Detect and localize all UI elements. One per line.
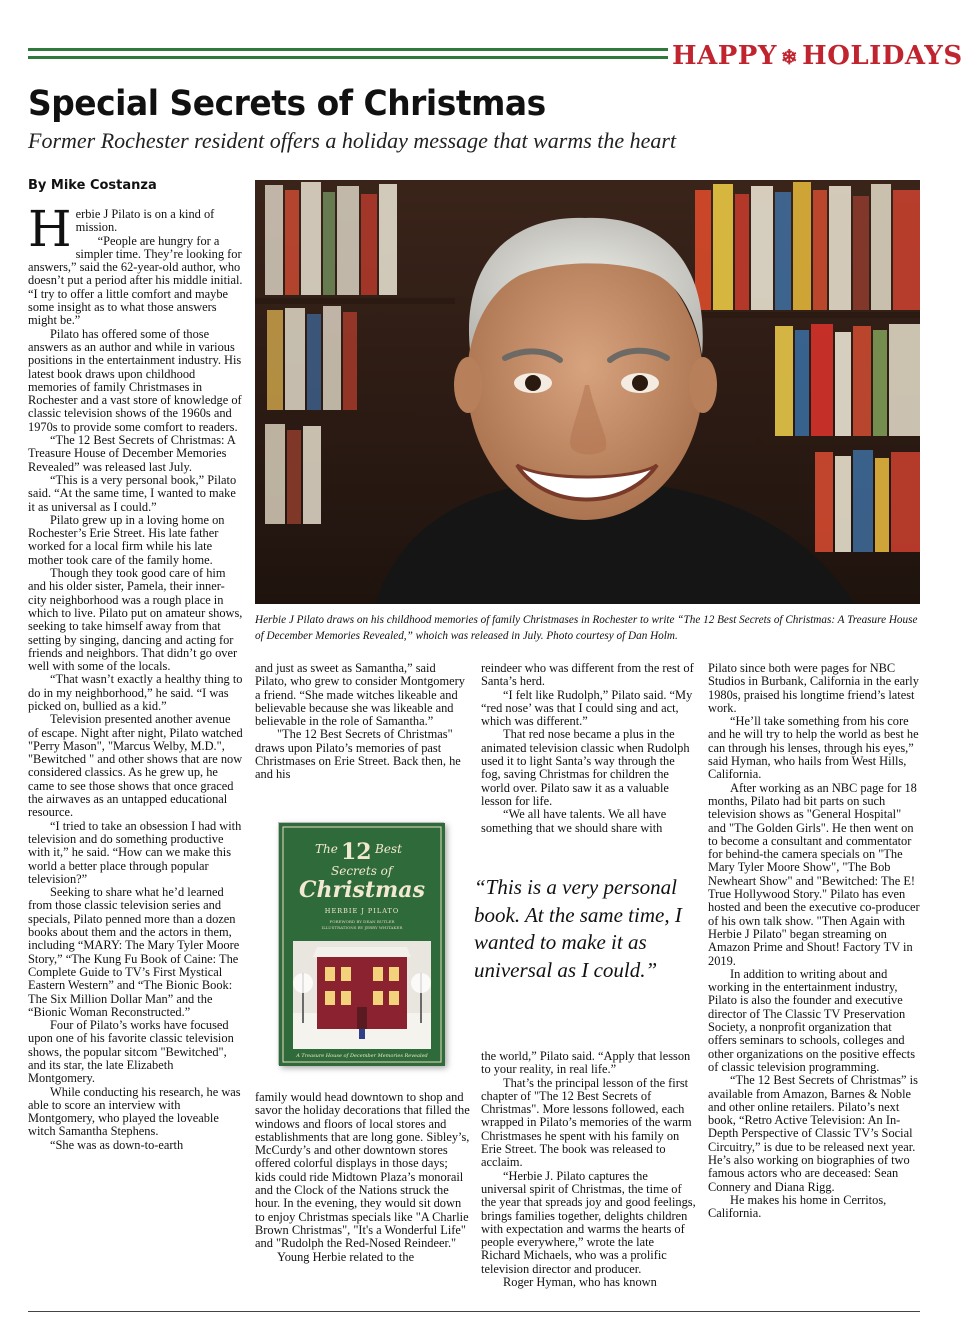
paragraph: “I felt like Rudolph,” Pilato said. “My “red nose’ was that I could sing and act, which was different.” [481, 687, 693, 729]
paragraph: That red nose became a plus in the animated television classic when Rudolph used it to light Santa’s way through the fog, saving Christmas for children the world over. Pilato saw it as a valuable lesson for life. [481, 727, 690, 808]
cover-title-12: 12 [341, 839, 372, 865]
paragraph: That’s the principal lesson of the first chapter of "The 12 Best Secrets of Christmas". More lessons followed, each wrapped in Pilato’s memories of the warm Christmases he spent with his family on Erie Street. The book was released to acclaim. [481, 1075, 692, 1170]
article-column-4 [708, 662, 920, 1220]
paragraph: “People are hungry for a simpler time. They’re looking for answers,” said the 62-year-old author, who doesn’t put a period after his middle initial. “I try to offer a little comfort and maybe some insight as to what those answers might be.” [28, 233, 243, 328]
paragraph: Seeking to share what he’d learned from those classic television series and specials, Pilato penned more than a dozen books about them and the actors in them, including “MARY: The Mary Tyler Moore Story,” “The Kung Fu Book of Caine: The Complete Guide to TV’s First Mystical Eastern Western” and “The Bionic Book: The Six Million Dollar Man” and the “Bionic Woman Reconstructed.” [28, 885, 240, 1019]
paragraph: Television presented another avenue of escape. Night after night, Pilato watched "Perry Mason", "Marcus Welby, M.D.", "Bewitched " and other shows that are now considered classics. As he grew up, he came to see those shows that once graced the airwaves as an untapped educational resource. [28, 712, 243, 820]
paragraph: Though they took good care of him and his older sister, Pamela, their inner-city neighborhood was a rough place in which to live. Pilato put on amateur shows, seeking to take himself away from that setting by singing, dancing and acting for friends and neighbors. That didn’t go over well with some of the locals. [28, 566, 243, 674]
cover-title-best: Best [375, 842, 402, 856]
paragraph: erbie J Pilato is on a kind of mission. [75, 207, 215, 235]
article-column-1 [28, 200, 243, 1152]
paragraph: “She was as down-to-earth [50, 1137, 184, 1152]
page-bottom-rule [28, 1311, 920, 1312]
cover-illustrations: ILLUSTRATIONS BY JERRY WHITAKER [321, 925, 403, 930]
pull-quote: “This is a very personal book. At the same time, I wanted to make it as universal as I could.” [474, 875, 682, 982]
paragraph: Four of Pilato’s works have focused upon one of his favorite classic television shows, the popular sitcom "Bewitched", and its star, the late Elizabeth Montgomery. [28, 1018, 234, 1086]
paragraph: “This is a very personal book,” Pilato said. “At the same time, I wanted to make it as universal as I could.” [28, 472, 237, 514]
paragraph: He makes his home in Cerritos, California. [708, 1192, 887, 1221]
paragraph: Pilato has offered some of those answers as an author and while in various positions in the entertainment industry. His latest book draws upon childhood memories of family Christmases in Rochester and a vast store of knowledge of classic television shows of the 1960s and 1970s to provide some comfort to readers. [28, 326, 242, 434]
banner-left-text: HAPPY [672, 41, 777, 71]
paragraph: the world,” Pilato said. “Apply that lesson to your reality, in real life.” [481, 1049, 691, 1077]
paragraph: “Herbie J. Pilato captures the universal spirit of Christmas, the time of the year that spreads joy and good feelings, brings families together, delights children with expectation and warms the hearts of people everywhere,” wrote the late Richard Michaels, who was a prolific television director and producer. [481, 1168, 696, 1276]
drop-cap: H [28, 200, 72, 258]
paragraph: “The 12 Best Secrets of Christmas” is available from Amazon, Barnes & Noble and other online retailers. Pilato’s next book, “Retro Active Television: An In-Depth Perspective of Classic TV’s Social Circuitry,” is due to be released next year. He’s also working on biographies of two famous actors who are deceased: Sean Connery and Diana Rigg. [708, 1073, 918, 1194]
book-cover-image [278, 822, 444, 1065]
paragraph: "The 12 Best Secrets of Christmas" draws upon Pilato’s memories of past Christmases on Erie Street. Back then, he and his [255, 727, 461, 782]
paragraph: Pilato since both were pages for NBC Studios in Burbank, California in the early 1980s, praised his longtime friend’s latest work. [708, 661, 919, 715]
banner-rule-top [28, 48, 668, 51]
snowflake-icon: ❄ [780, 45, 799, 69]
paragraph: reindeer who was different from the rest of Santa’s herd. [481, 661, 694, 689]
cover-author: HERBIE J PILATO [324, 907, 400, 915]
cover-title-christmas: Christmas [299, 877, 425, 903]
banner-right-text: HOLIDAYS [802, 41, 963, 71]
headline: Special Secrets of Christmas [28, 84, 546, 124]
banner-rule-bottom [28, 56, 668, 59]
article-column-2-top [255, 662, 470, 782]
photo-caption: Herbie J Pilato draws on his childhood memories of family Christmases in Rochester to write “The 12 Best Secrets of Christmas: A Treasure House of December Memories Revealed,” whoich was released in July. Photo courtesy of Dan Holm. [255, 614, 918, 642]
article-column-3-bottom [481, 1050, 696, 1289]
paragraph: While conducting his research, he was able to score an interview with Montgomery, who played the loveable witch Samantha Stephens. [28, 1084, 241, 1139]
paragraph: Young Herbie related to the [277, 1249, 415, 1264]
author-photo-image [255, 180, 920, 604]
cover-subtitle: A Treasure House of December Memories Revealed [296, 1053, 428, 1059]
cover-title-the: The [315, 842, 338, 856]
paragraph: In addition to writing about and working in the entertainment industry, Pilato is also the founder and executive director of The Classic TV Preservation Society, a nonprofit organization that offers seminars to schools, colleges and other organizations on the positive effects of classic television programming. [708, 966, 916, 1074]
author-photo [255, 180, 920, 604]
paragraph: Pilato grew up in a loving home on Rochester’s Erie Street. His late father worked for a local firm while his late mother took care of the family home. [28, 512, 225, 567]
paragraph: “That wasn’t exactly a healthy thing to do in my neighborhood,” he said. “I was picked on, bullied as a kid.” [28, 672, 243, 713]
paragraph: “I tried to take an obsession I had with television and do something productive with it,” he said. “How can we make this world a better place through popular television?” [28, 818, 242, 886]
paragraph: family would head downtown to shop and savor the holiday decorations that filled the windows and floors of local stores and establishments that are long gone. Sibley’s, McCurdy’s and other downtown stores offered colorful displays in those days; kids could ride Midtown Plaza’s monorail and the Clock of the Nations struck the hour. In the evening, they would sit down to enjoy Christmas specials like "A Charlie Brown Christmas", "It's a Wonderful Life" and "Rudolph the Red-Nosed Reindeer." [255, 1090, 470, 1251]
paragraph: “He’ll take something from his core and he will try to help the world as best he can through his lenses, through his eyes,” said Hyman, who hails from West Hills, California. [708, 714, 919, 782]
paragraph: and just as sweet as Samantha,” said Pilato, who grew to consider Montgomery a friend. “She made witches likeable and believable because she was likeable and believable in the role of Samantha.” [255, 661, 465, 729]
article-column-2-bottom [255, 1091, 470, 1264]
book-cover-art [279, 823, 445, 1066]
paragraph: Roger Hyman, who has known [503, 1275, 657, 1290]
paragraph: After working as an NBC page for 18 months, Pilato had bit parts on such television shows as "General Hospital" and "The Golden Girls". He then went on to become a consultant and commentator for behind-the camera specials on "The Mary Tyler Moore Show", "The Bob Newheart Show" and "Bewitched: The E! True Hollywood Story." Pilato has even hosted and been the executive co-producer of his own talk show. "Then Again with Herbie J Pilato" began streaming on Amazon Prime and Shout! Factory TV in 2019. [708, 780, 920, 968]
paragraph: “We all have talents. We all have something that we should share with [481, 807, 667, 835]
section-banner [672, 40, 963, 73]
cover-foreword: FOREWORD BY DEAN BUTLER [329, 919, 395, 924]
byline: By Mike Costanza [28, 178, 157, 193]
paragraph: “The 12 Best Secrets of Christmas: A Treasure House of December Memories Revealed” was released last July. [28, 433, 236, 474]
subheadline: Former Rochester resident offers a holiday message that warms the heart [28, 128, 677, 153]
article-column-3-top [481, 662, 696, 835]
cover-title-secrets: Secrets of [331, 864, 393, 878]
